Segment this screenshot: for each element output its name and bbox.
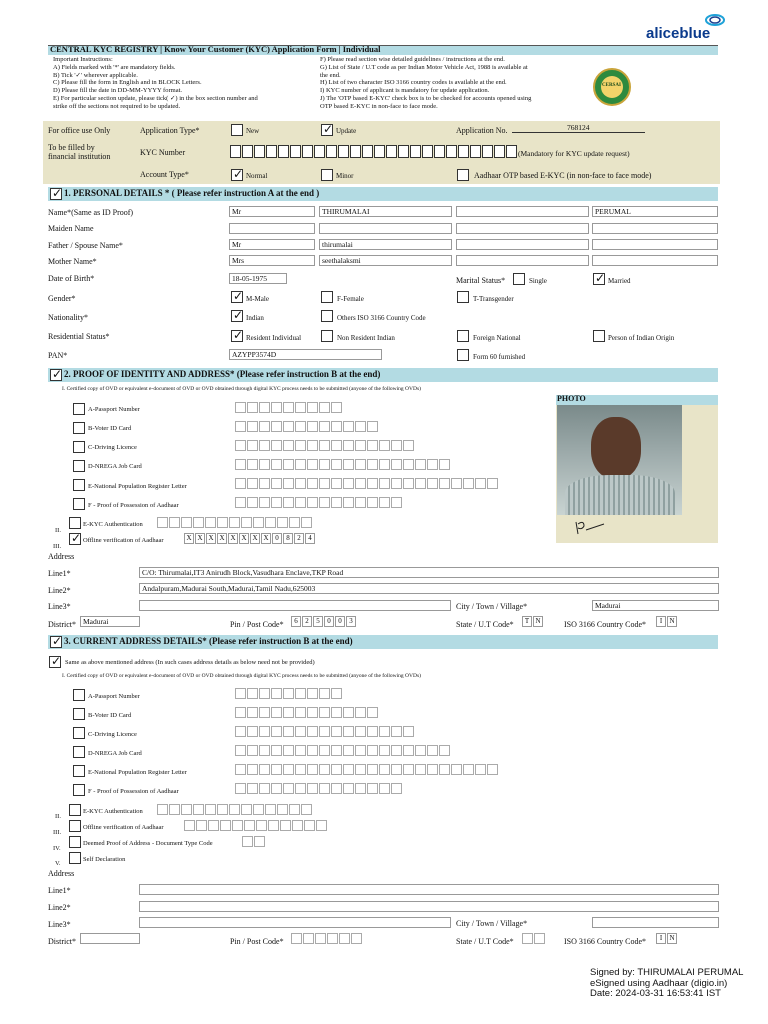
roman-ii: II. (55, 527, 61, 534)
instructions-left: Important Instructions: A) Fields marked with '*' are mandatory fields. B) Tick '✓' wherever applicable. C) Please fill the form in English and in BLOCK Letters. D) Please fill the date in DD-MM-YYYY format. E) For particular section update, please tick( ✓) in the box section number and strike off the sections not required to be updated. (53, 56, 258, 110)
male-label: M-Male (246, 295, 269, 303)
father-prefix-field[interactable]: Mr (229, 239, 315, 250)
personal-section-checkbox[interactable] (50, 188, 62, 200)
form60-checkbox[interactable] (457, 349, 469, 361)
transgender-label: T-Transgender (473, 295, 514, 303)
cur-line2-field[interactable] (139, 901, 719, 912)
dob-field[interactable]: 18-05-1975 (229, 273, 287, 284)
ekyc-boxes[interactable] (157, 517, 312, 528)
female-label: F-Female (337, 295, 364, 303)
kyc-number-label: KYC Number (140, 148, 186, 157)
marital-label: Marital Status* (456, 276, 506, 285)
cur-iso-boxes[interactable]: I N (656, 933, 677, 944)
foreign-national-checkbox[interactable] (457, 330, 469, 342)
app-no-label: Application No. (456, 126, 508, 135)
cur-iso-label: ISO 3166 Country Code* (564, 937, 646, 946)
cur-roman-ii: II. (55, 813, 61, 820)
voter-id-checkbox[interactable] (73, 422, 85, 434)
cur-district-field[interactable] (80, 933, 140, 944)
line2-field[interactable]: Andalpuram,Madurai South,Madurai,Tamil Nadu,625003 (139, 583, 719, 594)
photo-shirt (565, 475, 675, 515)
cur-voter-label: B-Voter ID Card (88, 712, 132, 719)
maiden-last-field[interactable] (592, 223, 718, 234)
maiden-middle-field[interactable] (456, 223, 589, 234)
line1-label: Line1* (48, 569, 71, 578)
passport-label: A-Passport Number (88, 406, 140, 413)
maiden-prefix-field[interactable] (229, 223, 315, 234)
nri-label: Non Resident Indian (337, 334, 395, 342)
photo-face (591, 417, 641, 479)
iso-boxes[interactable]: I N (656, 616, 677, 627)
minor-checkbox[interactable] (321, 169, 333, 181)
cur-dl-label: C-Driving Licence (88, 731, 137, 738)
poi-note: I. Certified copy of OVD or equivalent e-document of OVD or OVD obtained through digital KYC process needs to be submitted (anyone of the following OVDs) (62, 386, 421, 392)
state-boxes[interactable]: T N (522, 616, 543, 627)
offline-aadhaar-checkbox[interactable] (69, 533, 81, 545)
current-section-checkbox[interactable] (50, 636, 62, 648)
cur-address-label: Address (48, 869, 75, 878)
passport-checkbox[interactable] (73, 403, 85, 415)
cur-city-label: City / Town / Village* (456, 919, 528, 928)
otp-checkbox[interactable] (457, 169, 469, 181)
cur-ekyc-boxes[interactable] (157, 804, 312, 815)
new-label: New (246, 127, 260, 135)
mother-middle-field[interactable] (456, 255, 589, 266)
others-nationality-checkbox[interactable] (321, 310, 333, 322)
account-type-label: Account Type* (140, 170, 189, 179)
cur-dl-boxes[interactable] (235, 726, 414, 737)
transgender-checkbox[interactable] (457, 291, 469, 303)
office-use-label: For office use Only (48, 126, 111, 135)
cur-dl-checkbox[interactable] (73, 727, 85, 739)
self-declaration-checkbox[interactable] (69, 852, 81, 864)
kyc-number-boxes[interactable] (230, 145, 517, 158)
cur-line1-field[interactable] (139, 884, 719, 895)
nrega-label: D-NREGA Job Card (88, 463, 142, 470)
photo-label: PHOTO (557, 394, 586, 403)
pan-label: PAN* (48, 351, 68, 360)
voter-id-boxes[interactable] (235, 421, 378, 432)
nrega-boxes[interactable] (235, 459, 450, 470)
cur-city-field[interactable] (592, 917, 719, 928)
cur-state-label: State / U.T Code* (456, 937, 514, 946)
cur-line3-field[interactable] (139, 917, 451, 928)
cur-nrega-boxes[interactable] (235, 745, 450, 756)
others-nationality-label: Others ISO 3166 Country Code (337, 314, 426, 322)
applicant-photo (557, 405, 682, 515)
maiden-first-field[interactable] (319, 223, 452, 234)
ekyc-label: E-KYC Authentication (83, 521, 143, 528)
aadhaar-possession-boxes[interactable] (235, 497, 402, 508)
resident-individual-label: Resident Individual (246, 334, 302, 342)
cur-npr-boxes[interactable] (235, 764, 498, 775)
new-checkbox[interactable] (231, 124, 243, 136)
roman-iii: III. (53, 543, 62, 550)
same-address-label: Same as above mentioned address (In such cases address details as below need not be provided) (65, 659, 315, 666)
normal-checkbox[interactable] (231, 169, 243, 181)
foreign-national-label: Foreign National (473, 334, 521, 342)
cur-ekyc-label: E-KYC Authentication (83, 808, 143, 815)
cur-offline-checkbox[interactable] (69, 820, 81, 832)
poi-section-checkbox[interactable] (50, 369, 62, 381)
pin-label: Pin / Post Code* (230, 620, 284, 629)
cersai-seal (593, 68, 631, 106)
cur-passport-label: A-Passport Number (88, 693, 140, 700)
npr-checkbox[interactable] (73, 479, 85, 491)
pan-field[interactable]: AZYPP3574D (229, 349, 382, 360)
male-checkbox[interactable] (231, 291, 243, 303)
district-field[interactable]: Madurai (80, 616, 140, 627)
ekyc-checkbox[interactable] (69, 517, 81, 529)
cur-line3-label: Line3* (48, 920, 71, 929)
resident-individual-checkbox[interactable] (231, 330, 243, 342)
aadhaar-number-boxes[interactable]: X X X X X X X X 0 8 2 4 (184, 533, 315, 544)
first-name-field[interactable]: THIRUMALAI (319, 206, 452, 217)
cur-roman-iii: III. (53, 829, 62, 836)
app-no-underline (512, 132, 645, 133)
update-checkbox[interactable] (321, 124, 333, 136)
pio-label: Person of Indian Origin (608, 334, 675, 342)
name-label: Name*(Same as ID Proof) (48, 208, 134, 217)
married-label: Married (608, 277, 631, 285)
pin-boxes[interactable]: 6 2 5 0 0 3 (291, 616, 356, 627)
cur-nrega-checkbox[interactable] (73, 746, 85, 758)
current-poi-note: I. Certified copy of OVD or equivalent e-document of OVD or OVD obtained through digital KYC process needs to be submitted (anyone of the following OVDs) (62, 673, 421, 679)
offline-aadhaar-label: Offline verification of Aadhaar (83, 537, 164, 544)
nrega-checkbox[interactable] (73, 460, 85, 472)
mother-first-field[interactable]: seethalaksmi (319, 255, 452, 266)
cur-voter-boxes[interactable] (235, 707, 378, 718)
female-checkbox[interactable] (321, 291, 333, 303)
brand-name: aliceblue (646, 25, 711, 42)
cur-roman-iv: IV. (53, 845, 61, 852)
father-label: Father / Spouse Name* (48, 241, 123, 250)
photo-signature-mark (572, 516, 608, 538)
cur-ekyc-checkbox[interactable] (69, 804, 81, 816)
cur-offline-boxes[interactable] (184, 820, 327, 831)
cur-pin-label: Pin / Post Code* (230, 937, 284, 946)
instructions-right: F) Please read section wise detailed guidelines / instructions at the end. G) List of State / U.T code as per Indian Motor Vehicle Act, 1988 is available at the end. H) List of two character ISO 3166 country codes is available at the end. I) KYC number of applicant is mandatory for update application. J) The 'OTP based E-KYC' check box is to be checked for accounts opened using OTP based E-KYC in non-face to face mode. (320, 56, 532, 110)
poi-header: ✓ 2. PROOF OF IDENTITY AND ADDRESS* (Please refer instruction B at the end) (48, 368, 718, 382)
cur-line2-label: Line2* (48, 903, 71, 912)
cur-state-boxes[interactable] (522, 933, 545, 944)
cur-aadhaar-boxes[interactable] (235, 783, 402, 794)
city-label: City / Town / Village* (456, 602, 528, 611)
aadhaar-possession-label: F - Proof of Possession of Aadhaar (88, 502, 179, 509)
driving-licence-checkbox[interactable] (73, 441, 85, 453)
npr-label: E-National Population Register Letter (88, 483, 187, 490)
line3-field[interactable] (139, 600, 451, 611)
normal-label: Normal (246, 172, 268, 180)
npr-boxes[interactable] (235, 478, 498, 489)
middle-name-field[interactable] (456, 206, 589, 217)
driving-licence-label: C-Driving Licence (88, 444, 137, 451)
state-label: State / U.T Code* (456, 620, 514, 629)
city-field[interactable]: Madurai (592, 600, 719, 611)
aadhaar-possession-checkbox[interactable] (73, 498, 85, 510)
esign-block (590, 968, 743, 1000)
mother-label: Mother Name* (48, 257, 97, 266)
line3-label: Line3* (48, 602, 71, 611)
voter-id-label: B-Voter ID Card (88, 425, 132, 432)
deemed-boxes[interactable] (242, 836, 265, 847)
filled-by-label: To be filled by financial institution (48, 143, 111, 161)
cur-pin-boxes[interactable] (291, 933, 362, 944)
name-prefix-field[interactable]: Mr (229, 206, 315, 217)
district-label: District* (48, 620, 76, 629)
cur-npr-checkbox[interactable] (73, 765, 85, 777)
cur-offline-label: Offline verification of Aadhaar (83, 824, 164, 831)
brand-logo (646, 12, 726, 42)
pio-checkbox[interactable] (593, 330, 605, 342)
app-no-value: 768124 (567, 123, 590, 132)
line2-label: Line2* (48, 586, 71, 595)
single-checkbox[interactable] (513, 273, 525, 285)
deemed-label: Deemed Proof of Address - Document Type Code (83, 840, 213, 847)
iso-label: ISO 3166 Country Code* (564, 620, 646, 629)
single-label: Single (529, 277, 547, 285)
driving-licence-boxes[interactable] (235, 440, 414, 451)
indian-checkbox[interactable] (231, 310, 243, 322)
maiden-label: Maiden Name (48, 224, 94, 233)
personal-details-header: ✓ 1. PERSONAL DETAILS * ( Please refer instruction A at the end ) (48, 187, 718, 201)
father-last-field[interactable] (592, 239, 718, 250)
seal-text: CERSAI (602, 83, 621, 88)
dob-label: Date of Birth* (48, 274, 95, 283)
mother-last-field[interactable] (592, 255, 718, 266)
father-first-field[interactable]: thirumalai (319, 239, 452, 250)
update-label: Update (336, 127, 357, 135)
minor-label: Minor (336, 172, 354, 180)
father-middle-field[interactable] (456, 239, 589, 250)
kyc-note: (Mandatory for KYC update request) (518, 149, 630, 158)
cur-passport-checkbox[interactable] (73, 689, 85, 701)
line1-field[interactable]: C/O: Thirumalai,IT3 Anirudh Block,Vasudhara Enclave,TKP Road (139, 567, 719, 578)
app-type-label: Application Type* (140, 126, 200, 135)
passport-boxes[interactable] (235, 402, 342, 413)
mother-prefix-field[interactable]: Mrs (229, 255, 315, 266)
cur-line1-label: Line1* (48, 886, 71, 895)
cur-district-label: District* (48, 937, 76, 946)
residential-label: Residential Status* (48, 332, 110, 341)
form60-label: Form 60 furnished (473, 353, 526, 361)
cur-npr-label: E-National Population Register Letter (88, 769, 187, 776)
current-address-header: ✓ 3. CURRENT ADDRESS DETAILS* (Please refer instruction B at the end) (48, 635, 718, 649)
otp-label: Aadhaar OTP based E-KYC (in non-face to face mode) (474, 171, 652, 180)
esign-signed-by: Signed by: THIRUMALAI PERUMAL (590, 967, 744, 978)
same-address-checkbox[interactable] (49, 656, 61, 668)
form-title: CENTRAL KYC REGISTRY | Know Your Customer (KYC) Application Form | Individual (50, 44, 381, 54)
self-declaration-label: Self Declaration (83, 856, 126, 863)
indian-label: Indian (246, 314, 264, 322)
nationality-label: Nationality* (48, 313, 88, 322)
cur-voter-checkbox[interactable] (73, 708, 85, 720)
gender-label: Gender* (48, 294, 76, 303)
cur-aadhaar-label: F - Proof of Possession of Aadhaar (88, 788, 179, 795)
address-label: Address (48, 552, 75, 561)
last-name-field[interactable]: PERUMAL (592, 206, 718, 217)
nri-checkbox[interactable] (321, 330, 333, 342)
cur-passport-boxes[interactable] (235, 688, 342, 699)
cur-nrega-label: D-NREGA Job Card (88, 750, 142, 757)
esign-method: eSigned using Aadhaar (digio.in) (590, 977, 728, 989)
esign-date: Date: 2024-03-31 16:53:41 IST (590, 988, 721, 999)
deemed-checkbox[interactable] (69, 836, 81, 848)
married-checkbox[interactable] (593, 273, 605, 285)
cur-roman-v: V. (55, 860, 61, 867)
cur-aadhaar-checkbox[interactable] (73, 784, 85, 796)
